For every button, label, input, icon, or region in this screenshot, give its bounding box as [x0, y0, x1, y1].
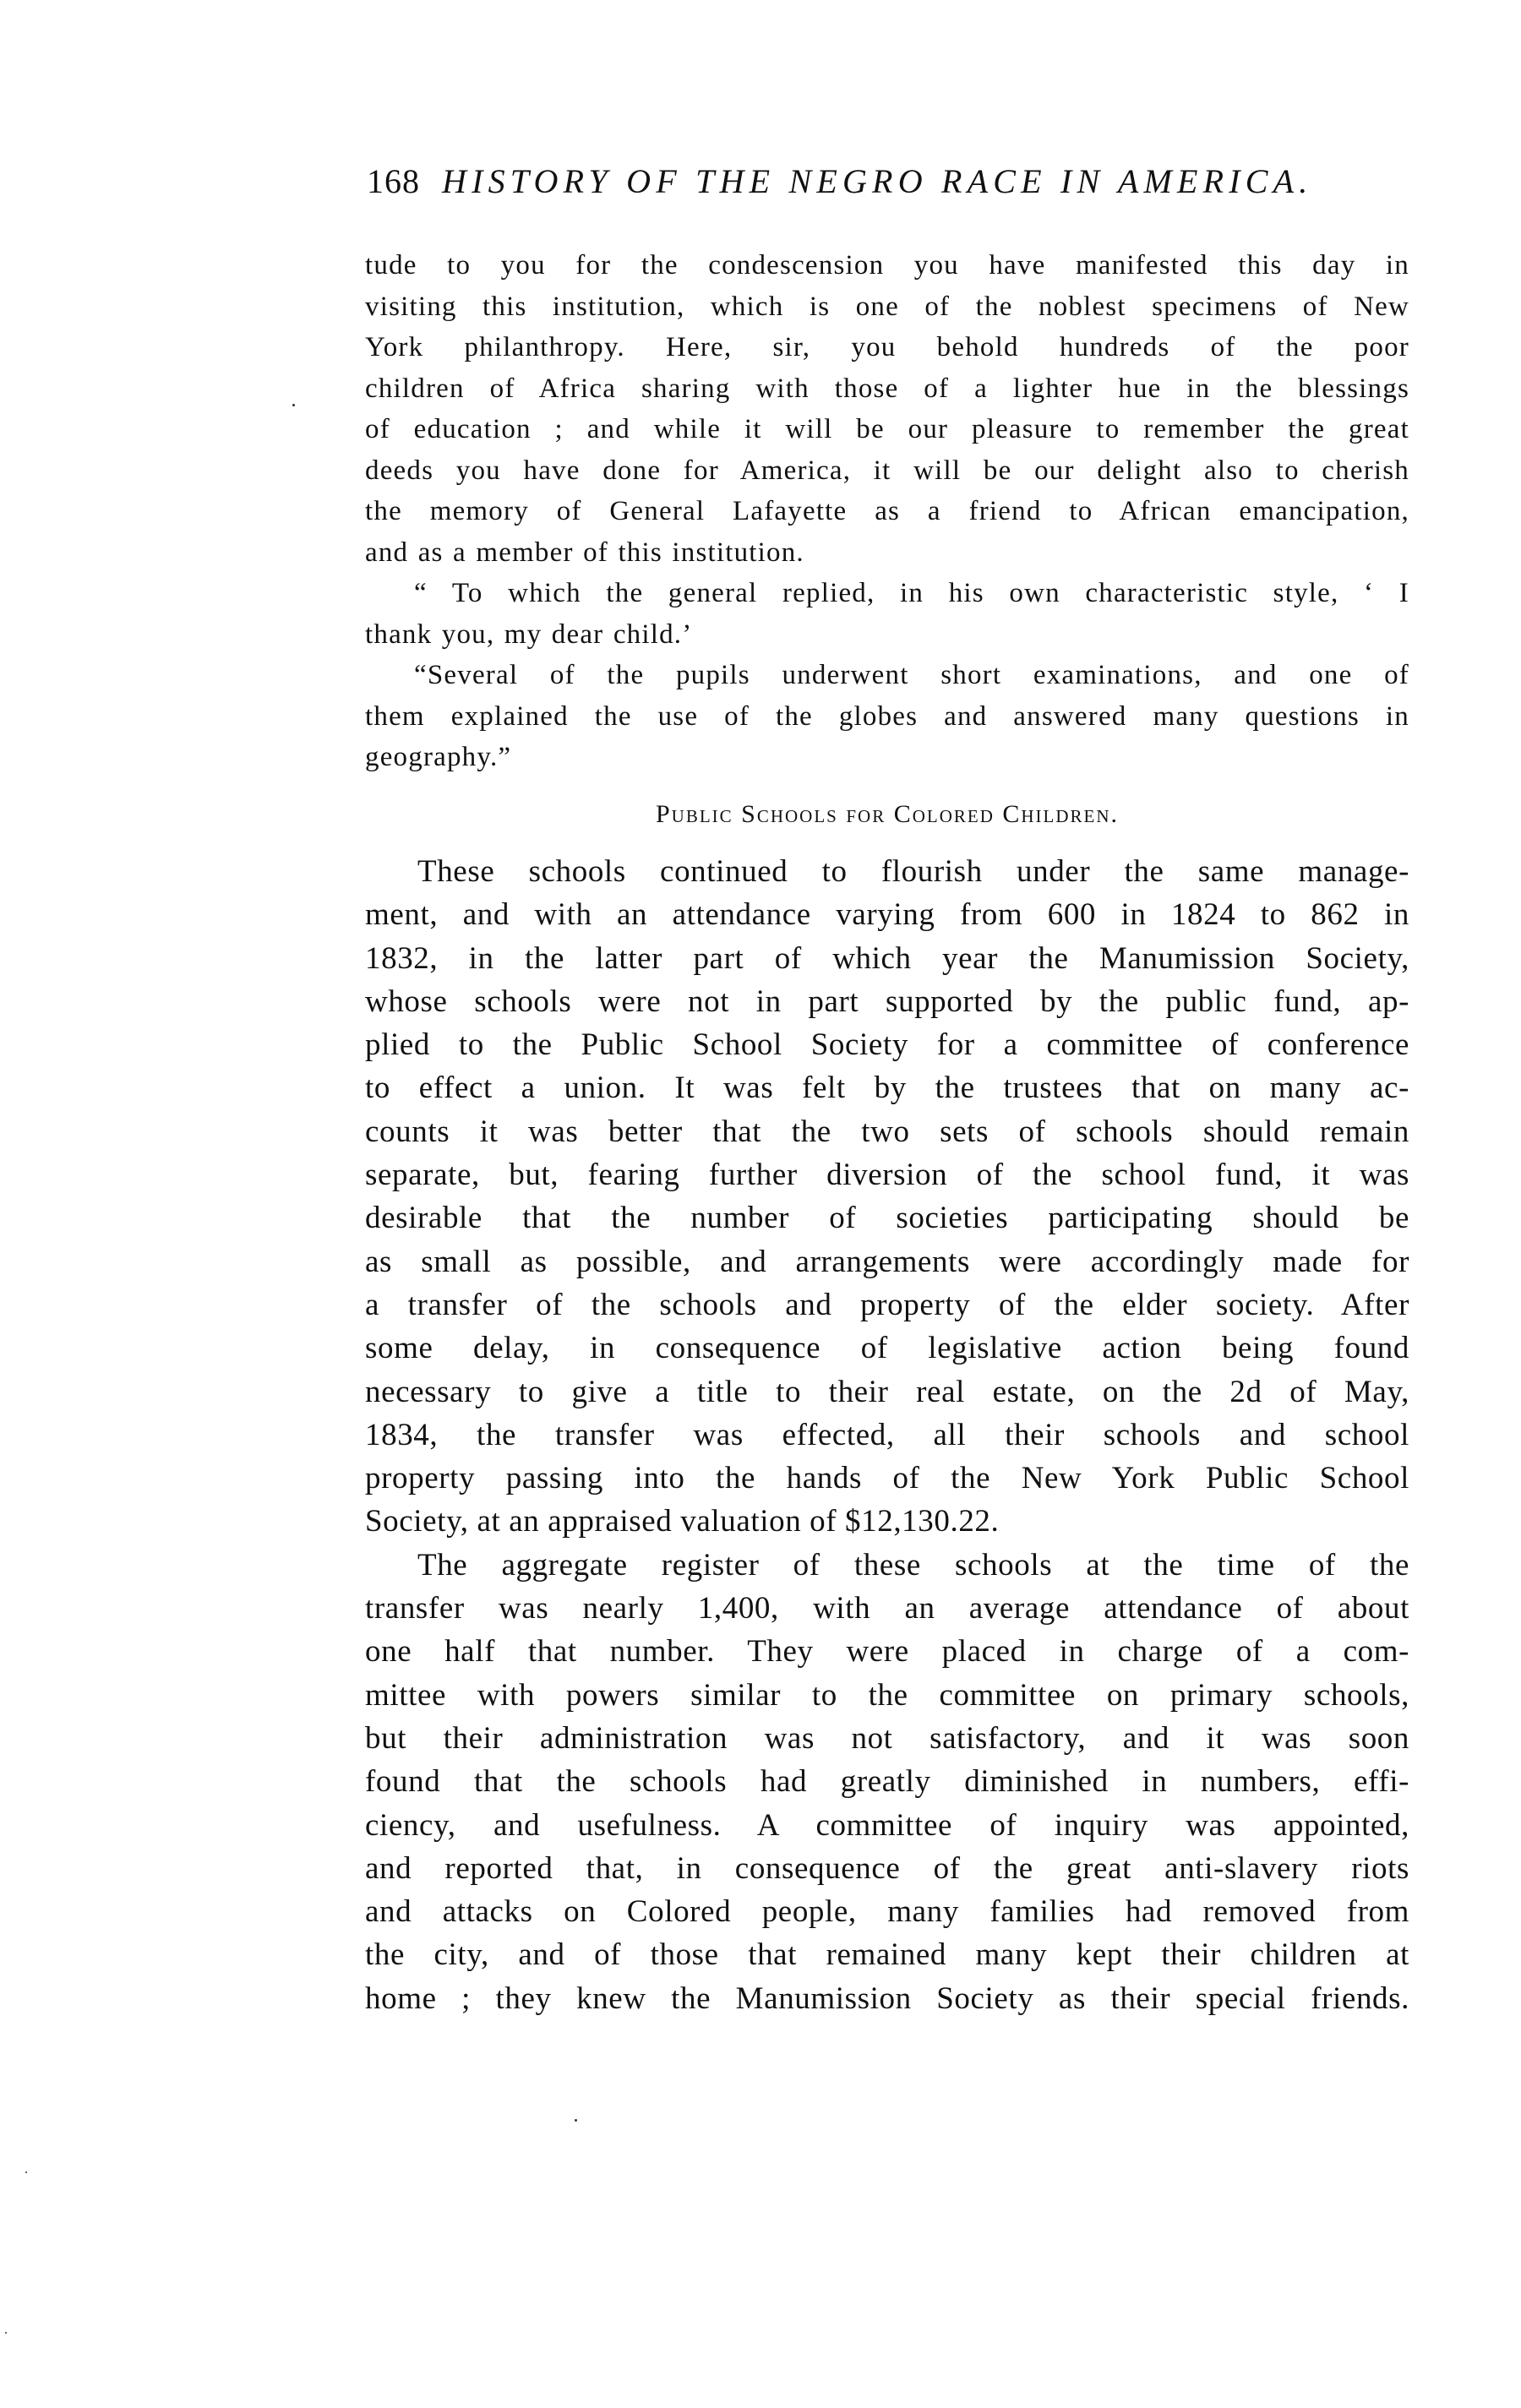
text-line: thank you, my dear child.’	[365, 618, 693, 650]
scan-speck	[575, 2119, 577, 2122]
text-line: mittee with powers similar to the committee on primary schools,	[365, 1677, 1409, 1713]
scan-speck	[25, 2171, 27, 2173]
text-line: separate, but, fearing further diversion of the school fund, it was	[365, 1158, 1409, 1193]
running-head	[367, 161, 1364, 203]
text-line: and attacks on Colored people, many families had removed from	[365, 1894, 1409, 1930]
text-line: as small as possible, and arrangements were accordingly made for	[365, 1244, 1409, 1279]
text-line: geography.”	[365, 742, 512, 772]
text-line: home ; they knew the Manumission Society as their special friends.	[365, 1980, 1409, 2016]
paragraph	[365, 1544, 1409, 2020]
text-line: a transfer of the schools and property of the elder society. After	[365, 1287, 1409, 1322]
text-line: of education ; and while it will be our pleasure to remember the great	[365, 414, 1409, 444]
text-line: transfer was nearly 1,400, with an average attendance of about	[365, 1591, 1409, 1626]
text-line: tude to you for the condescension you have manifested this day in	[365, 250, 1409, 281]
text-line: 1834, the transfer was effected, all their schools and school	[365, 1417, 1409, 1452]
text-line: counts it was better that the two sets of schools should remain	[365, 1114, 1409, 1149]
text-line: 1832, in the latter part of which year the Manumission Society,	[365, 940, 1409, 976]
text-line: whose schools were not in part supported by the public fund, ap-	[365, 983, 1409, 1019]
text-line: These schools continued to flourish under the same manage-	[417, 854, 1409, 889]
text-line: some delay, in consequence of legislative action being found	[365, 1331, 1409, 1366]
text-line: necessary to give a title to their real estate, on the 2d of May,	[365, 1374, 1409, 1409]
text-line: deeds you have done for America, it will be our delight also to cherish	[365, 455, 1409, 486]
text-line: found that the schools had greatly diminished in numbers, effi-	[365, 1764, 1409, 1800]
text-line: visiting this institution, which is one of the noblest specimens of New	[365, 291, 1409, 322]
text-line: but their administration was not satisfactory, and it was soon	[365, 1720, 1409, 1756]
text-line: ment, and with an attendance varying from 600 in 1824 to 862 in	[365, 897, 1409, 933]
text-line: York philanthropy. Here, sir, you behold hundreds of the poor	[365, 332, 1409, 362]
text-line: to effect a union. It was felt by the trustees that on many ac-	[365, 1071, 1409, 1106]
text-line: ciency, and usefulness. A committee of inquiry was appointed,	[365, 1807, 1409, 1843]
text-line: them explained the use of the globes and answered many questions in	[365, 700, 1409, 732]
text-line: and as a member of this institution.	[365, 537, 804, 568]
text-line: Society, at an appraised valuation of $12,130.22.	[365, 1504, 1000, 1539]
text-line: plied to the Public School Society for a committee of conference	[365, 1027, 1409, 1063]
text-line: The aggregate register of these schools at the time of the	[417, 1547, 1409, 1583]
section-heading: Public Schools for Colored Children.	[655, 800, 1120, 828]
scan-speck	[5, 2332, 7, 2334]
text-line: desirable that the number of societies participating should be	[365, 1201, 1409, 1236]
running-title: HISTORY OF THE NEGRO RACE IN AMERICA.	[442, 162, 1313, 200]
text-line: “ To which the general replied, in his own characteristic style, ‘ I	[414, 578, 1409, 608]
text-line: children of Africa sharing with those of a lighter hue in the blessings	[365, 373, 1409, 404]
text-line: property passing into the hands of the New York Public School	[365, 1461, 1409, 1496]
text-line: one half that number. They were placed in charge of a com-	[365, 1634, 1409, 1670]
text-line: the city, and of those that remained many kept their children at	[365, 1937, 1409, 1973]
text-line: “Several of the pupils underwent short examinations, and one of	[414, 660, 1409, 690]
page-number: 168	[367, 162, 420, 200]
text-line: and reported that, in consequence of the great anti-slavery riots	[365, 1850, 1409, 1886]
paragraph	[365, 850, 1409, 1544]
body-text	[365, 850, 1409, 2020]
quoted-passage	[365, 245, 1409, 778]
text-line: the memory of General Lafayette as a friend to African emancipation,	[365, 496, 1409, 526]
scan-speck	[292, 404, 295, 406]
